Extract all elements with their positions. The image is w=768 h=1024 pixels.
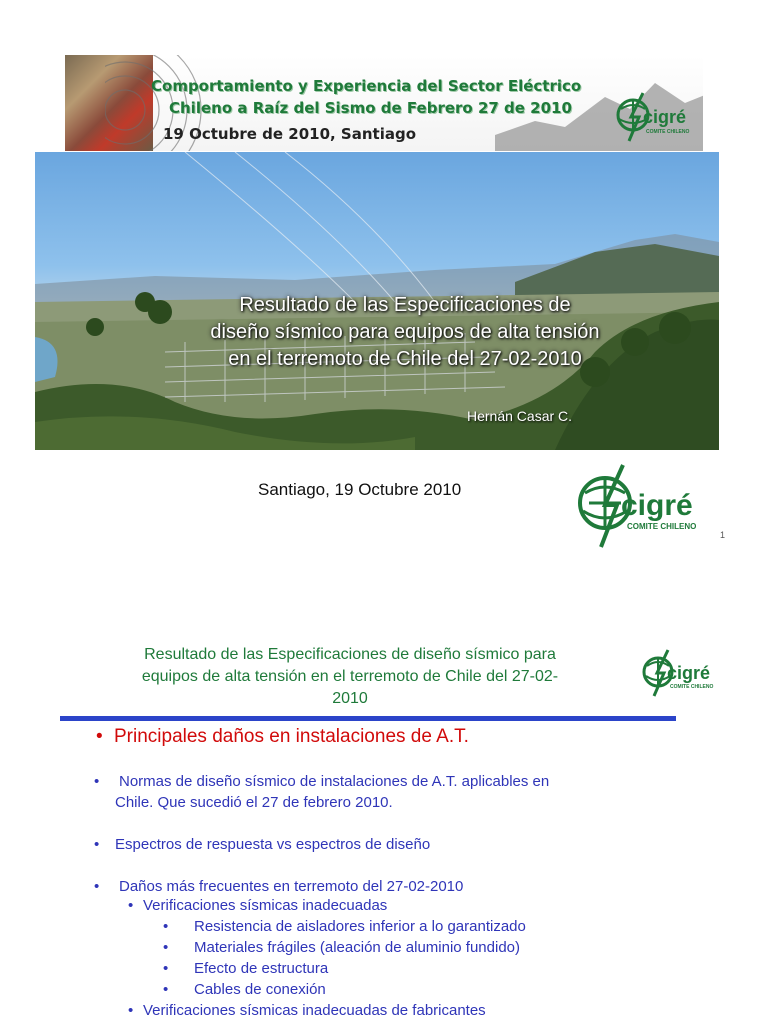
bullet-dot: •: [163, 960, 169, 977]
sub-item: Resistencia de aisladores inferior a lo garantizado: [194, 918, 526, 935]
bullet-main-text: Principales daños en instalaciones de A.T.: [114, 726, 469, 747]
presentation-title: [155, 292, 655, 373]
bullet-dot: •: [94, 878, 100, 895]
sub-bullet-verif-2: Verificaciones sísmicas inadecuadas de fabricantes: [143, 1002, 486, 1019]
city-date: Santiago, 19 Octubre 2010: [258, 480, 462, 499]
title-line: en el terremoto de Chile del 27-02-2010: [228, 348, 582, 370]
title-line: Resultado de las Especificaciones de diseño sísmico para: [144, 646, 556, 663]
title-line: Resultado de las Especificaciones de: [239, 294, 571, 316]
bullet-dot: •: [128, 1002, 134, 1019]
bullet-normas-line2: Chile. Que sucedió el 27 de febrero 2010.: [115, 794, 393, 811]
cigre-logo: [613, 91, 693, 143]
slide2-title: [70, 644, 630, 710]
bullet-dot: •: [128, 897, 134, 914]
svg-text:COMITE CHILENO: COMITE CHILENO: [646, 129, 690, 135]
bullet-danos-text: Daños más frecuentes en terremoto del 27-02-2010: [119, 878, 464, 895]
cigre-logo-small: [640, 648, 720, 698]
title-line: diseño sísmico para equipos de alta tensión: [210, 321, 600, 343]
title-divider: [60, 716, 676, 721]
sub-item: Materiales frágiles (aleación de aluminio fundido): [194, 939, 521, 956]
bullet-espectros-text: Espectros de respuesta vs espectros de diseño: [115, 836, 431, 853]
header-banner: [65, 55, 703, 151]
bullet-dot: •: [163, 939, 169, 956]
svg-text:COMITE CHILENO: COMITE CHILENO: [627, 522, 697, 531]
svg-text:cigré: cigré: [667, 663, 711, 683]
svg-text:cigré: cigré: [621, 489, 693, 522]
sub-item: Efecto de estructura: [194, 960, 329, 977]
bullet-normas-line1: Normas de diseño sísmico de instalaciones de A.T. aplicables en: [119, 773, 550, 790]
bullet-dot: •: [94, 836, 100, 853]
title-line: 2010: [332, 690, 368, 707]
bullet-dot: •: [163, 918, 169, 935]
banner-date: 19 Octubre de 2010, Santiago: [163, 125, 417, 143]
svg-text:cigré: cigré: [643, 107, 687, 127]
author-name: Hernán Casar C.: [467, 408, 573, 424]
banner-title-line-1: Comportamiento y Experiencia del Sector Eléctrico: [151, 77, 582, 95]
sub-bullet-verif-1: Verificaciones sísmicas inadecuadas: [143, 897, 388, 914]
svg-text:COMITE CHILENO: COMITE CHILENO: [670, 684, 714, 690]
title-line: equipos de alta tensión en el terremoto de Chile del 27-02-: [141, 668, 559, 685]
page-number: 1: [720, 530, 726, 540]
bullet-dot: •: [94, 773, 100, 790]
bullet-dot: •: [96, 726, 103, 747]
banner-title-line-2: Chileno a Raíz del Sismo de Febrero 27 de 2010: [169, 99, 572, 117]
substation-landscape-photo: [35, 152, 719, 450]
bullet-dot: •: [163, 981, 169, 998]
sub-item: Cables de conexión: [194, 981, 326, 998]
cigre-logo-large: [575, 463, 707, 549]
